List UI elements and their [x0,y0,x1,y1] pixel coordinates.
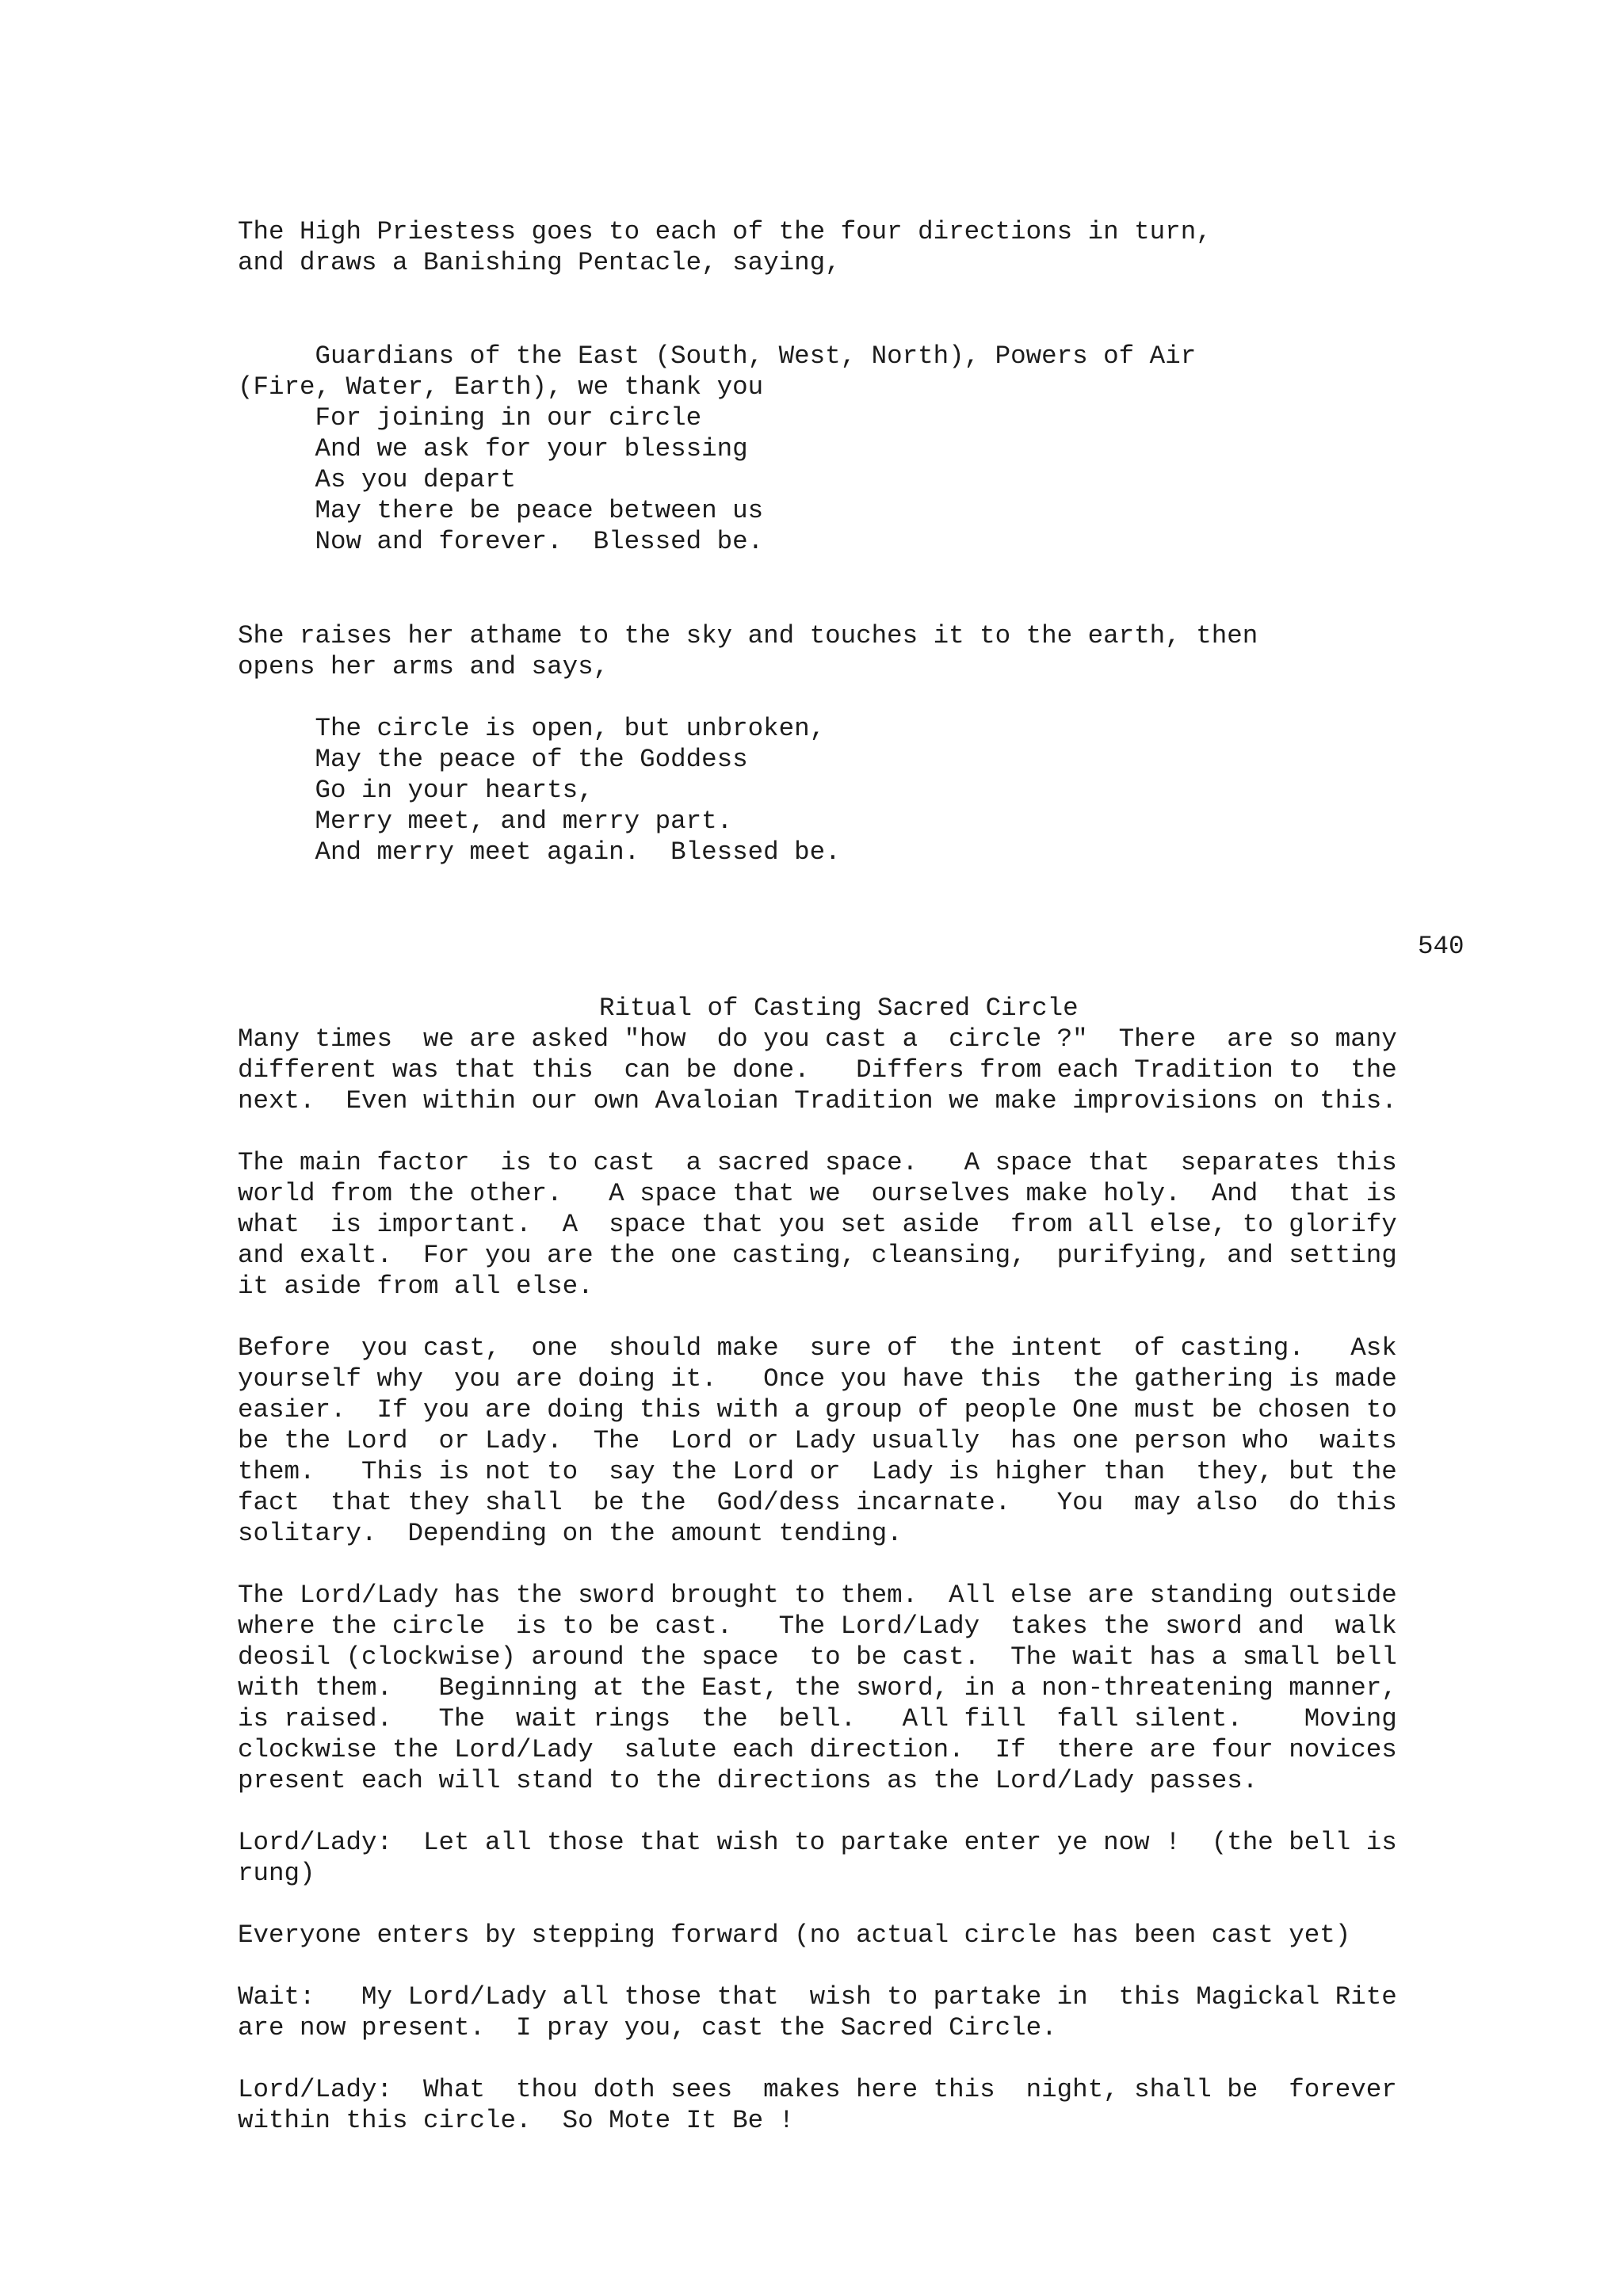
section-title: Ritual of Casting Sacred Circle [599,994,1079,1023]
page-number: 540 [1418,932,1465,961]
paragraph-sword: The Lord/Lady has the sword brought to them. All else are standing outside where the circle is to be cast. The Lord/Lady takes the sword and walk deosil (clockwise) around the space to be cast. The wait has a small bell with them. Beginning at the East, the sword, in a non-threatening manner, is raised. The wait rings the bell. All fill fall silent. Moving clockwise the Lord/Lady salute each direction. If there are four novices present each will stand to the directions as the Lord/Lady passes. [238,1581,1397,1795]
closing-verse: The circle is open, but unbroken, May the peace of the Goddess Go in your hearts, Merry meet, and merry part. And merry meet again. Blessed be. [315,714,841,867]
guardians-verse: Guardians of the East (South, West, North), Powers of Air (Fire, Water, Earth), we thank you For joining in our circle And we ask for your blessing As you depart May there be peace between us Now and forever. Blessed be. [238,341,1197,556]
intro-paragraph: The High Priestess goes to each of the four directions in turn, and draws a Banishing Pentacle, saying, [238,217,1212,277]
everyone-enters-line: Everyone enters by stepping forward (no actual circle has been cast yet) [238,1920,1351,1950]
paragraph-before-you-cast: Before you cast, one should make sure of the intent of casting. Ask yourself why you are doing it. Once you have this the gathering is made easier. If you are doing this with a group of people One must be chosen to be the Lord or Lady. The Lord or Lady usually has one person who waits them. This is not to say the Lord or Lady is higher than they, but the fact that they shall be the God/dess incarnate. You may also do this solitary. Depending on the amount tending. [238,1333,1397,1548]
paragraph-many-times: Many times we are asked "how do you cast a circle ?" There are so many different was that this can be done. Differs from each Tradition to the next. Even within our own Avaloian Tradition we make improvisions on this. [238,1024,1397,1116]
lord-lady-line-enter: Lord/Lady: Let all those that wish to partake enter ye now ! (the bell is rung) [238,1828,1397,1888]
lord-lady-line-circle: Lord/Lady: What thou doth sees makes here this night, shall be forever within this circle. So Mote It Be ! [238,2075,1397,2135]
paragraph-main-factor: The main factor is to cast a sacred space. A space that separates this world from the other. A space that we ourselves make holy. And that is what is important. A space that you set aside from all else, to glorify and exalt. For you are the one casting, cleansing, purifying, and setting it aside from all else. [238,1148,1397,1301]
wait-line: Wait: My Lord/Lady all those that wish to partake in this Magickal Rite are now present. I pray you, cast the Sacred Circle. [238,1982,1397,2042]
athame-paragraph: She raises her athame to the sky and touches it to the earth, then opens her arms and says, [238,621,1258,681]
